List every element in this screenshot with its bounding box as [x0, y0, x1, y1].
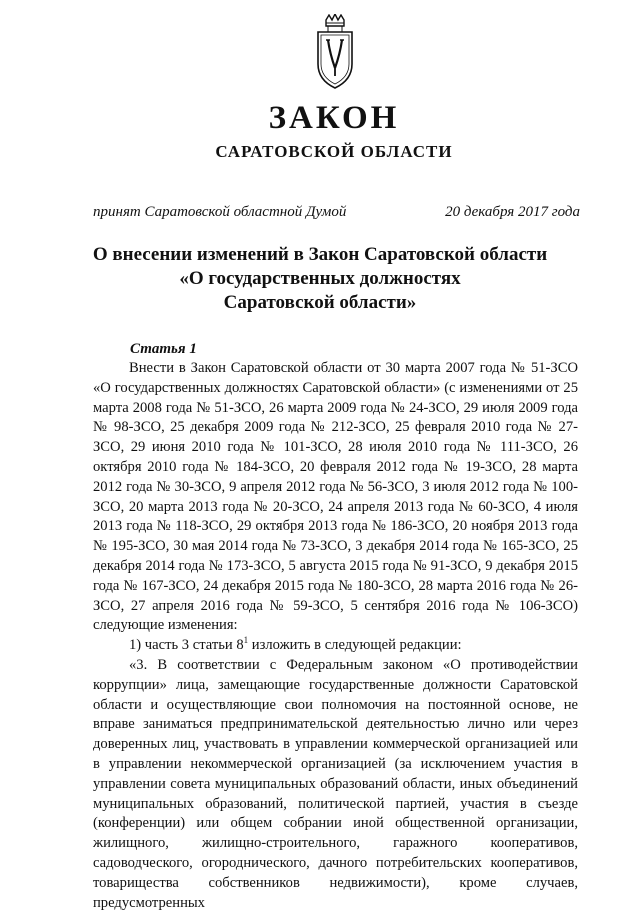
adopted-by: принят Саратовской областной Думой [93, 204, 347, 220]
article-body [93, 359, 578, 913]
adoption-date: 20 декабря 2017 года [445, 204, 580, 220]
heading-line-1: О внесении изменений в Закон Саратовской области [92, 244, 548, 265]
quoted-amendment-paragraph: «3. В соответствии с Федеральным законом «О противодействии коррупции» лица, замещающие государственные должности Саратовской области и осуществляющие свои полномочия на постоянной основе, не вправе заниматься предпринимательской деятельностью лично или через доверенных лиц, участвовать в управлении коммерческой организацией или в управлении некоммерческой организацией (за исключением участия в управлении совета муниципальных образований области, иных объединений муниципальных образований, политической партией, участия в съезде (конференции) или общем собрании иной общественной организации, жилищного, жилищно-строительного, гаражного кооперативов, садоводческого, огороднического, дачного потребительских кооперативов, товарищества собственников недвижимости), кроме случаев, предусмотренных [93, 656, 578, 911]
amendment-item-1-suffix: изложить в следующей редакции: [248, 637, 462, 654]
document-heading [0, 243, 640, 315]
amendment-item-1 [93, 636, 578, 656]
article-label: Статья 1 [130, 341, 197, 357]
amendment-item-1-prefix: 1) часть 3 статьи 8 [129, 637, 244, 654]
law-title: ЗАКОН [268, 100, 400, 136]
amendment-item-1-sup: 1 [243, 635, 249, 646]
coat-of-arms-icon [316, 14, 354, 90]
heading-line-2: «О государственных должностях [179, 268, 461, 289]
article-intro-paragraph: Внести в Закон Саратовской области от 30 марта 2007 года № 51-ЗСО «О государственных должностях Саратовской области» (с изменениями от 25 марта 2008 года № 51-ЗСО, 26 марта 2009 года № 24-ЗСО, 29 июля 2009 года № 98-ЗСО, 25 декабря 2009 года № 212-ЗСО, 25 февраля 2010 года № 27-ЗСО, 29 июня 2010 года № 101-ЗСО, 28 июля 2010 года № 111-ЗСО, 26 октября 2010 года № 184-ЗСО, 20 февраля 2012 года № 19-ЗСО, 28 марта 2012 года № 30-ЗСО, 9 апреля 2012 года № 56-ЗСО, 3 июля 2012 года № 100-ЗСО, 20 марта 2013 года № 20-ЗСО, 24 апреля 2013 года № 60-ЗСО, 4 июля 2013 года № 118-ЗСО, 29 октября 2013 года № 186-ЗСО, 20 ноября 2013 года № 195-ЗСО, 30 мая 2014 года № 73-ЗСО, 3 декабря 2014 года № 165-ЗСО, 25 декабря 2014 года № 173-ЗСО, 5 августа 2015 года № 91-ЗСО, 9 декабря 2015 года № 167-ЗСО, 24 декабря 2015 года № 180-ЗСО, 28 марта 2016 года № 26-ЗСО, 27 апреля 2016 года № 59-ЗСО, 5 сентября 2016 года № 106-ЗСО) следующие изменения: [93, 360, 578, 634]
region-title: САРАТОВСКОЙ ОБЛАСТИ [215, 142, 453, 161]
heading-line-3: Саратовской области» [223, 292, 417, 313]
